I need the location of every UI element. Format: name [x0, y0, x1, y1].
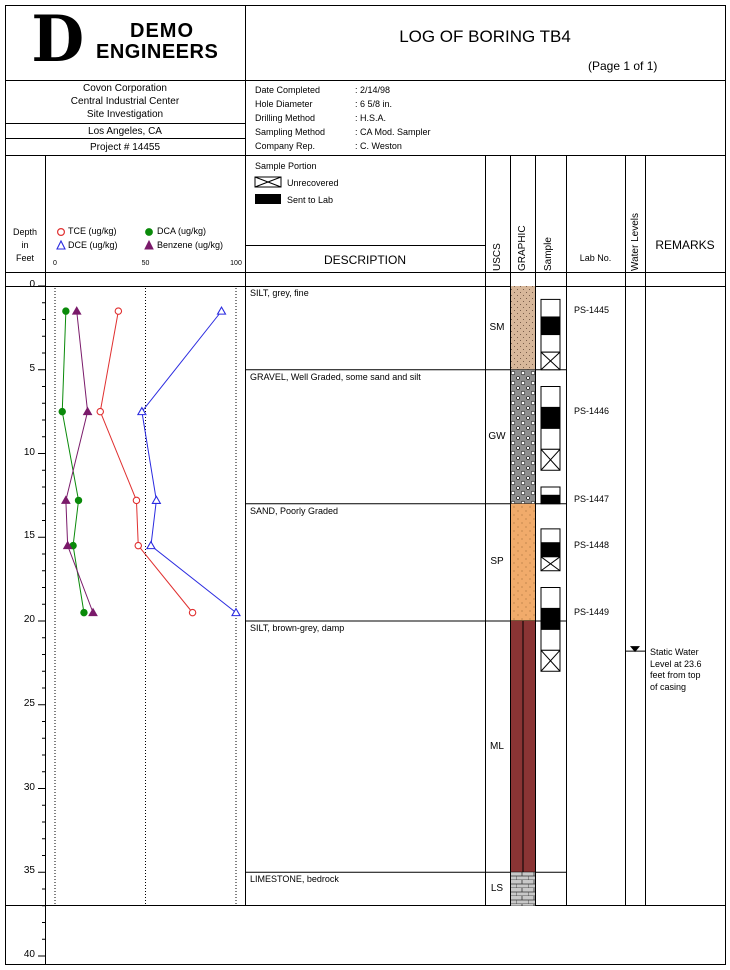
uscs-code: GW	[488, 430, 506, 442]
sample-legend-title: Sample Portion	[255, 161, 317, 171]
sample-sent-to-lab	[541, 317, 560, 335]
layer-description: GRAVEL, Well Graded, some sand and silt	[250, 371, 421, 382]
info-label: Date Completed	[255, 85, 321, 95]
depth-tick-label: 35	[23, 865, 35, 877]
dca-legend-marker	[143, 226, 155, 238]
info-label: Hole Diameter	[255, 99, 313, 109]
page-title: LOG OF BORING TB4	[399, 27, 571, 46]
unrecovered-legend-symbol	[254, 176, 284, 190]
tce-data-point	[133, 497, 139, 503]
benzene-legend-marker	[143, 239, 155, 251]
chart-x-tick-label: 0	[53, 260, 57, 267]
client-site: Central Industrial Center	[70, 96, 180, 107]
chart-x-tick-label: 50	[141, 260, 150, 267]
sample-sent-to-lab	[541, 608, 560, 629]
client-purpose: Site Investigation	[86, 109, 164, 120]
depth-header-unit: Feet	[15, 253, 34, 263]
client-location: Los Angeles, CA	[88, 126, 162, 137]
info-value: : 6 5/8 in.	[355, 99, 393, 109]
dce-data-point	[232, 609, 240, 616]
remarks-header: REMARKS	[655, 238, 715, 252]
depth-tick-label: 40	[23, 949, 35, 960]
tce-data-point	[189, 609, 195, 615]
sample-sent-to-lab	[541, 495, 560, 503]
sample-empty	[541, 588, 560, 609]
sample-empty	[541, 529, 560, 543]
sent-to-lab-legend-symbol	[255, 194, 281, 204]
project-number: Project # 14455	[89, 142, 161, 153]
company-name-line2: ENGINEERS	[96, 41, 219, 63]
dca-data-point	[81, 609, 87, 615]
water-level-remark: of casing	[650, 681, 687, 692]
info-value: : C. Weston	[355, 141, 402, 151]
info-label: Sampling Method	[255, 127, 326, 137]
depth-tick-label: 15	[23, 530, 35, 542]
uscs-header: USCS	[492, 243, 503, 271]
company-logo-letter: D	[31, 2, 85, 77]
benzene-data-point	[62, 496, 70, 503]
layer-description: LIMESTONE, bedrock	[250, 874, 339, 885]
chart-x-tick-label: 100	[230, 260, 242, 267]
benzene-data-point	[89, 609, 97, 616]
client-name: Covon Corporation	[83, 83, 167, 94]
lab-number: PS-1446	[574, 405, 610, 416]
sample-empty	[541, 487, 560, 495]
layer-description: SILT, grey, fine	[250, 288, 309, 298]
graphic-header: GRAPHIC	[517, 225, 528, 271]
sample-empty	[541, 629, 560, 650]
company-name-line1: DEMO	[130, 20, 194, 42]
dca-series-line	[62, 311, 84, 613]
description-header: DESCRIPTION	[323, 253, 406, 267]
uscs-code: ML	[490, 740, 504, 752]
uscs-code: SM	[489, 321, 505, 333]
lab-number-header: Lab No.	[579, 253, 612, 263]
benzene-series-line	[66, 311, 93, 613]
water-level-remark: feet from top	[650, 670, 701, 681]
info-label: Company Rep.	[255, 141, 316, 151]
tce-legend-marker	[55, 226, 67, 238]
dca-legend-label: DCA (ug/kg)	[157, 226, 207, 236]
layer-description: SILT, brown-grey, damp	[250, 623, 345, 633]
uscs-code: LS	[490, 883, 504, 894]
lab-number: PS-1447	[574, 494, 610, 505]
depth-tick-label: 25	[23, 697, 35, 709]
water-level-remark: Static Water	[650, 647, 699, 658]
sent-to-lab-legend-label: Sent to Lab	[287, 195, 334, 205]
tce-data-point	[135, 542, 141, 548]
tce-data-point	[115, 308, 121, 314]
info-value: : 2/14/98	[355, 85, 391, 95]
sample-empty	[541, 387, 560, 408]
uscs-code: SP	[490, 556, 504, 568]
dca-data-point	[75, 497, 81, 503]
dce-legend-label: DCE (ug/kg)	[68, 240, 118, 250]
dce-legend-marker	[55, 239, 67, 251]
water-levels-header: Water Levels	[630, 213, 641, 271]
sample-header: Sample	[543, 237, 554, 271]
sample-empty	[541, 335, 560, 353]
tce-data-point	[97, 408, 103, 414]
sample-empty	[541, 299, 560, 317]
depth-tick-label: 10	[23, 446, 35, 458]
water-level-remark: Level at 23.6	[650, 658, 702, 669]
depth-tick-label: 0	[29, 279, 35, 290]
info-value: : CA Mod. Sampler	[355, 127, 431, 137]
dca-data-point	[63, 308, 69, 314]
sample-sent-to-lab	[541, 543, 560, 557]
lab-number: PS-1449	[574, 606, 610, 617]
dca-data-point	[59, 408, 65, 414]
depth-tick-label: 5	[29, 362, 35, 374]
depth-tick-label: 20	[23, 614, 35, 625]
info-label: Drilling Method	[255, 113, 316, 123]
page-number-label: (Page 1 of 1)	[588, 59, 658, 73]
unrecovered-legend-label: Unrecovered	[287, 178, 339, 188]
lab-number: PS-1445	[574, 305, 610, 316]
dce-data-point	[218, 307, 226, 314]
benzene-data-point	[84, 408, 92, 415]
sample-empty	[541, 428, 560, 449]
depth-header-in: in	[21, 240, 29, 250]
dce-data-point	[147, 542, 155, 549]
dce-data-point	[152, 496, 160, 503]
layer-description: SAND, Poorly Graded	[250, 505, 339, 516]
lab-number: PS-1448	[574, 539, 610, 550]
benzene-legend-label: Benzene (ug/kg)	[157, 240, 224, 250]
sample-sent-to-lab	[541, 407, 560, 428]
depth-header: Depth	[12, 227, 38, 237]
depth-tick-label: 30	[23, 781, 35, 793]
benzene-data-point	[73, 307, 81, 314]
info-value: : H.S.A.	[355, 113, 387, 123]
tce-legend-label: TCE (ug/kg)	[68, 226, 117, 236]
